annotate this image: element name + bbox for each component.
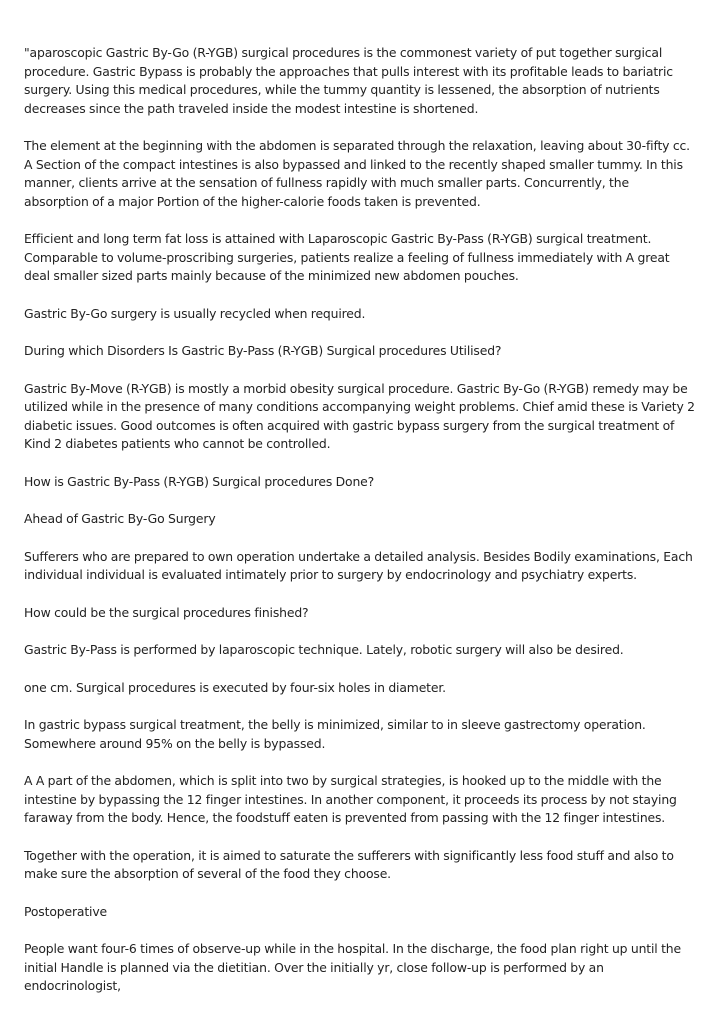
paragraph-15: Together with the operation, it is aimed to saturate the sufferers with significantly less food stuff and also to make sure the absorption of several of the food they choose. [24, 847, 674, 881]
heading-how-finished: How could be the surgical procedures finished? [24, 604, 309, 620]
paragraph-9: Sufferers who are prepared to own operation undertake a detailed analysis. Besides Bodily examinations, Each individual individual is evaluated intimately prior to surgery by endocrinology and psychiatry experts. [24, 548, 693, 582]
paragraph-4: Gastric By-Go surgery is usually recycled when required. [24, 305, 366, 321]
heading-postoperative: Postoperative [24, 903, 107, 919]
paragraph-1: "aparoscopic Gastric By-Go (R-YGB) surgical procedures is the commonest variety of put together surgical procedure. Gastric Bypass is probably the approaches that pulls interest with its profitable leads to bariatric surgery. Using this medical procedures, while the tummy quantity is lessened, the absorption of nutrients decreases since the path traveled inside the modest intestine is shortened. [24, 45, 673, 116]
paragraph-13: In gastric bypass surgical treatment, the belly is minimized, similar to in sleeve gastrectomy operation. Somewhere around 95% on the belly is bypassed. [24, 717, 646, 751]
paragraph-17: People want four-6 times of observe-up while in the hospital. In the discharge, the food plan right up until the initial Handle is planned via the dietitian. Over the initially yr, close follow-up is performed by an endocrinologist, [24, 941, 681, 993]
paragraph-2: The element at the beginning with the abdomen is separated through the relaxation, leaving about 30-fifty cc. A Section of the compact intestines is also bypassed and linked to the recently shaped smaller tummy. In this manner, clients arrive at the sensation of fullness rapidly with much smaller parts. Concurrently, the absorption of a major Portion of the higher-calorie foods taken is prevented. [24, 138, 690, 209]
paragraph-3: Efficient and long term fat loss is attained with Laparoscopic Gastric By-Pass (R-YGB) surgical treatment. Comparable to volume-proscribing surgeries, patients realize a feeling of fullness immediately with A great deal smaller sized parts mainly because of the minimized new abdomen pouches. [24, 231, 670, 283]
paragraph-12: one cm. Surgical procedures is executed by four-six holes in diameter. [24, 679, 446, 695]
paragraph-11: Gastric By-Pass is performed by laparoscopic technique. Lately, robotic surgery will also be desired. [24, 642, 624, 657]
heading-how-done: How is Gastric By-Pass (R-YGB) Surgical procedures Done? [24, 473, 375, 489]
heading-before-surgery: Ahead of Gastric By-Go Surgery [24, 511, 216, 526]
heading-disorders: During which Disorders Is Gastric By-Pass (R-YGB) Surgical procedures Utilised? [24, 343, 502, 358]
paragraph-6: Gastric By-Move (R-YGB) is mostly a morbid obesity surgical procedure. Gastric By-Go (R-YGB) remedy may be utilized while in the presence of many conditions accompanying weight problems. Chief amid these is Variety 2 diabetic issues. Good outcomes is often acquired with gastric bypass surgery from the surgical treatment of Kind 2 diabetes patients who cannot be controlled. [24, 380, 695, 451]
paragraph-14: A A part of the abdomen, which is split into two by surgical strategies, is hooked up to the middle with the intestine by bypassing the 12 finger intestines. In another component, it proceeds its process by not staying faraway from the body. Hence, the foodstuff eaten is prevented from passing with the 12 finger intestines. [24, 773, 677, 825]
